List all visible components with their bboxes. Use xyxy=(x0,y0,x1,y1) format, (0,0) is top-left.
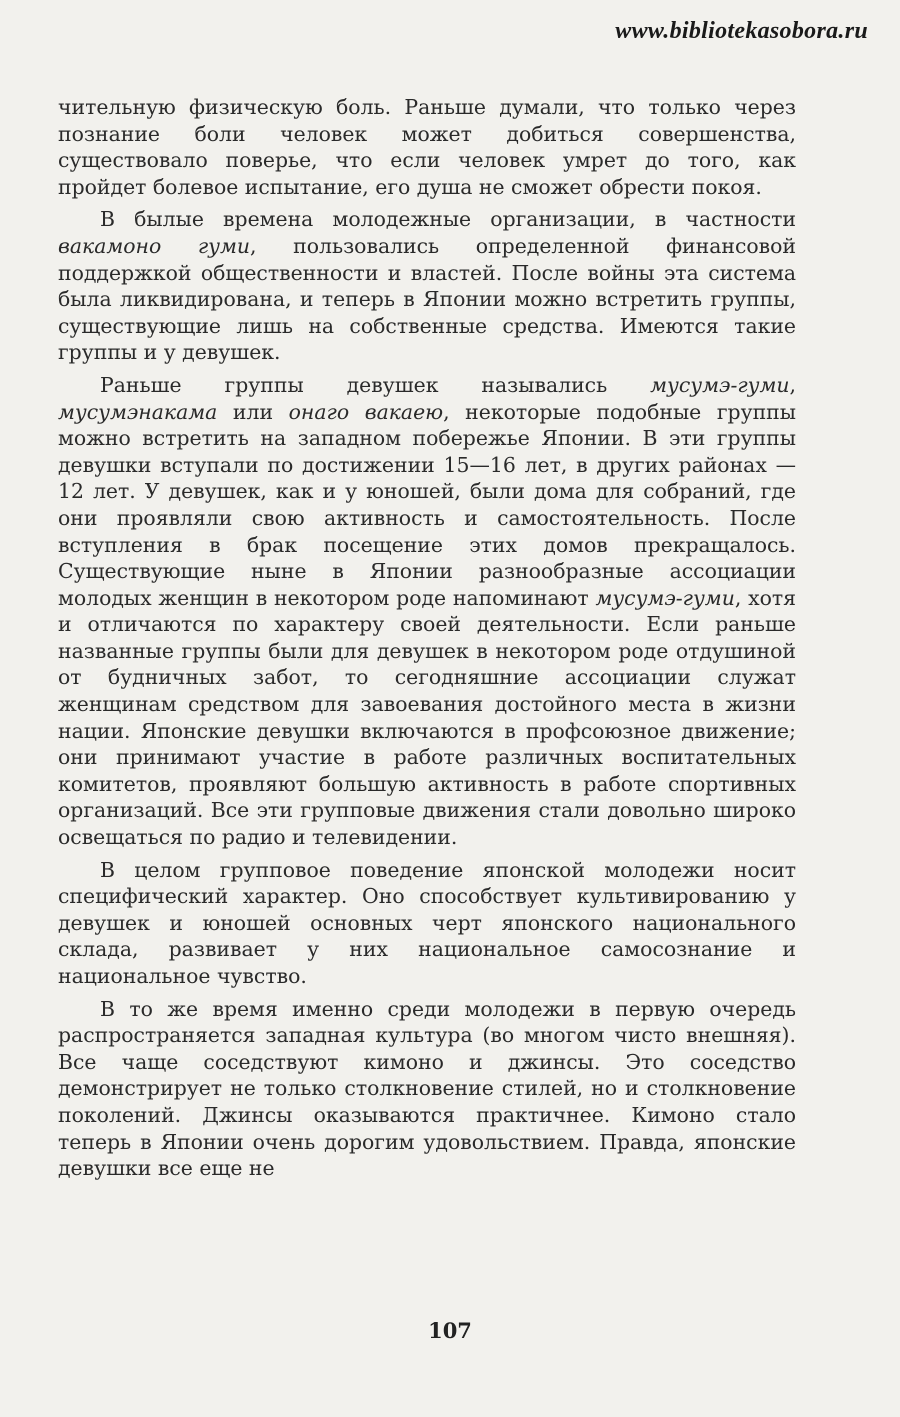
page-number: 107 xyxy=(428,1318,472,1343)
body-text xyxy=(58,94,796,1188)
text-run: , некоторые подобные группы можно встретить на западном побережье Японии. В эти группы девушки вступали по достижении 15—16 лет, в других районах — 12 лет. У девушек, как и у юношей, были дома для собраний, где они проявляли свою активность и самостоятельность. После вступления в брак посещение этих домов прекращалось. Существующие ныне в Японии разнообразные ассоциации молодых женщин в некотором роде напоминают xyxy=(58,399,796,610)
text-run: , xyxy=(789,372,796,397)
text-run: Раньше группы девушек назывались xyxy=(100,372,651,397)
paragraph xyxy=(58,372,796,851)
text-run: В целом групповое поведение японской молодежи носит специфический характер. Оно способствует культивированию у девушек и юношей основных черт японского национального склада, развивает у них национальное самосознание и национальное чувство. xyxy=(58,857,796,988)
text-run: или xyxy=(217,399,289,424)
italic-term: мусумэ-гуми xyxy=(650,372,790,397)
paragraph xyxy=(58,996,796,1182)
text-run: чительную физическую боль. Раньше думали, что только через познание боли человек может добиться совершенства, существовало поверье, что если человек умрет до того, как пройдет болевое испытание, его душа не сможет обрести покоя. xyxy=(58,95,796,199)
site-watermark[interactable]: www.bibliotekasobora.ru xyxy=(615,18,868,44)
italic-term: мусумэнакама xyxy=(58,399,218,424)
italic-term: онаго вакаею xyxy=(288,399,444,424)
text-run: , пользовались определенной финансовой поддержкой общественности и властей. После войны эта система была ликвидирована, и теперь в Японии можно встретить группы, существующие лишь на собственные средства. Имеются такие группы и у девушек. xyxy=(58,233,796,365)
italic-term: мусумэ-гуми xyxy=(595,585,735,610)
text-run: , хотя и отличаются по характеру своей деятельности. Если раньше названные группы были для девушек в некотором роде отдушиной от будничных забот, то сегодняшние ассоциации служат женщинам средством для завоевания достойного места в жизни нации. Японские девушки включаются в профсоюзное движение; они принимают участие в работе различных воспитательных комитетов, проявляют большую активность в работе спортивных организаций. Все эти групповые движения стали довольно широко освещаться по радио и телевидении. xyxy=(58,585,796,850)
text-run: В былые времена молодежные организации, в частности xyxy=(100,207,796,232)
text-run: В то же время именно среди молодежи в первую очередь распространяется западная культура (во многом чисто внешняя). Все чаще соседствуют кимоно и джинсы. Это соседство демонстрирует не только столкновение стилей, но и столкновение поколений. Джинсы оказываются практичнее. Кимоно стало теперь в Японии очень дорогим удовольствием. Правда, японские девушки все еще не xyxy=(58,996,796,1181)
paragraph xyxy=(58,94,796,200)
paragraph xyxy=(58,206,796,366)
italic-term: вакамоно гуми xyxy=(58,233,251,258)
paragraph xyxy=(58,857,796,990)
